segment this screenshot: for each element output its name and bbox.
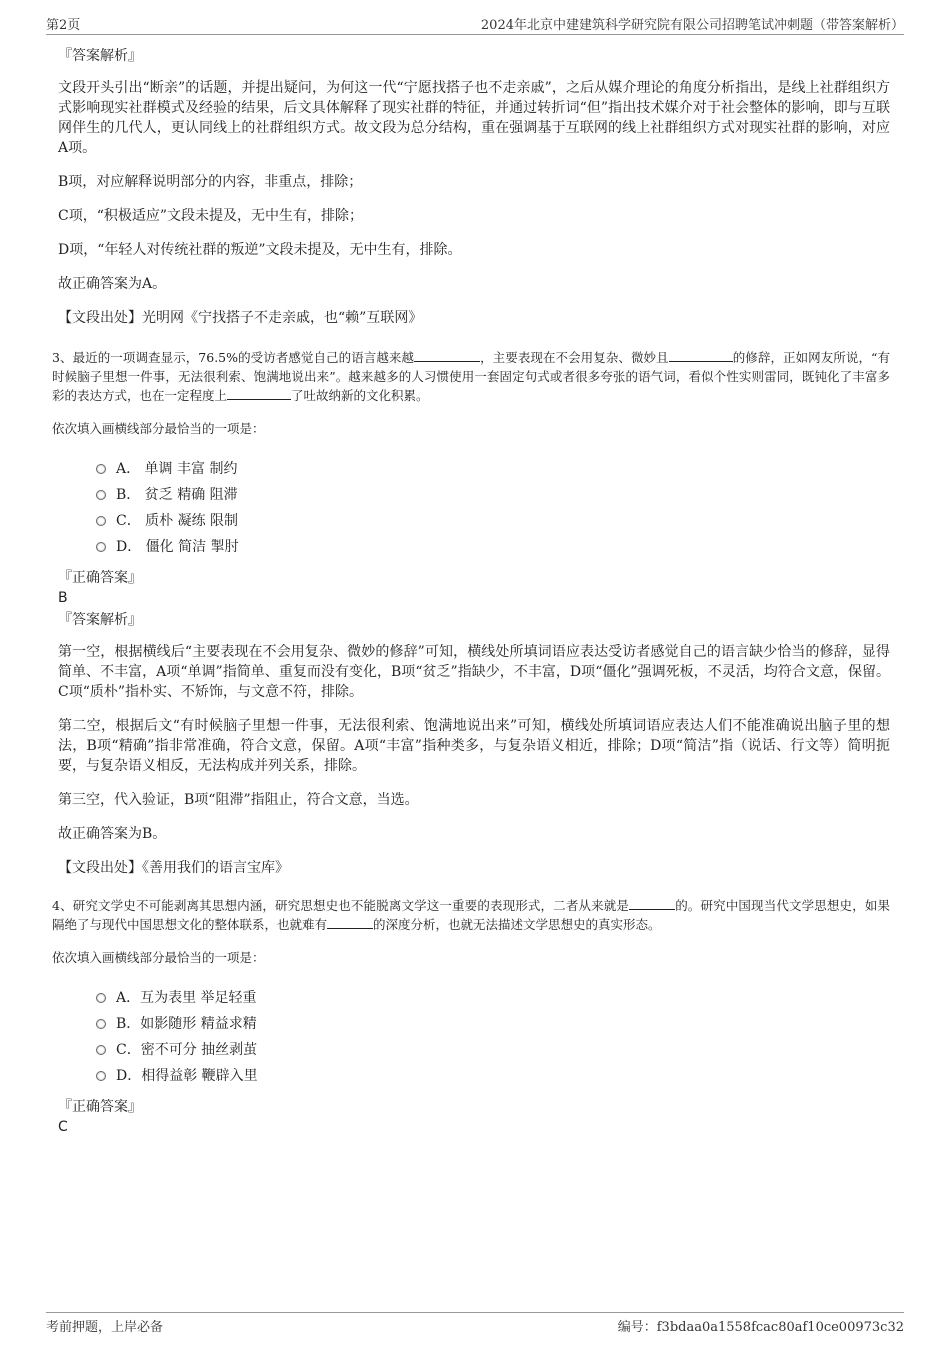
blank-line bbox=[227, 387, 291, 400]
option-b[interactable]: B． 贫乏 精确 阻滞 bbox=[96, 482, 890, 508]
analysis-paragraph: B项，对应解释说明部分的内容，非重点，排除； bbox=[58, 174, 363, 190]
radio-icon[interactable] bbox=[96, 464, 106, 474]
question-4-options bbox=[96, 985, 890, 1089]
answer-label: 『正确答案』 bbox=[58, 570, 142, 586]
correct-answer: B bbox=[58, 590, 68, 606]
radio-icon[interactable] bbox=[96, 1071, 106, 1081]
question-3-options bbox=[96, 456, 890, 560]
answer-label: 『正确答案』 bbox=[58, 1099, 142, 1115]
blank-line bbox=[414, 349, 480, 362]
option-c[interactable]: C． 质朴 凝练 限制 bbox=[96, 508, 890, 534]
blank-line bbox=[629, 897, 675, 910]
option-c[interactable]: C．密不可分 抽丝剥茧 bbox=[96, 1037, 890, 1063]
option-a[interactable]: A． 单调 丰富 制约 bbox=[96, 456, 890, 482]
question-4-stem: 4、研究文学史不可能剥离其思想内涵，研究思想史也不能脱离文学这一重要的表现形式，二者从来就是 的。研究中国现当代文学思想史，如果隔绝了与现代中国思想文化的整体联系，也就难有 的深度分析，也就无法描述文学思想史的真实形态。 bbox=[52, 898, 890, 932]
document-title: 2024年北京中建建筑科学研究院有限公司招聘笔试冲刺题（带答案解析） bbox=[480, 18, 904, 33]
analysis-paragraph: C项，“积极适应”文段未提及，无中生有，排除； bbox=[58, 208, 364, 224]
blank-line bbox=[327, 916, 373, 929]
analysis-paragraph: 文段开头引出“断亲”的话题，并提出疑问，为何这一代“宁愿找搭子也不走亲戚”，之后从媒介理论的角度分析指出，是线上社群组织方式影响现实社群模式及经验的结果，后文具体解释了现实社群的特征，并通过转折词“但”指出技术媒介对于社会整体的影响，即与互联网伴生的几代人，更认同线上的社群组织方式。故文段为总分结构，重在强调基于互联网的线上社群组织方式对现实社群的影响，对应A项。 bbox=[58, 80, 890, 156]
document-id: 编号：f3bdaa0a1558fcac80af10ce00973c32 bbox=[617, 1320, 904, 1335]
radio-icon[interactable] bbox=[96, 516, 106, 526]
radio-icon[interactable] bbox=[96, 993, 106, 1003]
question-3-prompt: 依次填入画横线部分最恰当的一项是： bbox=[52, 421, 265, 436]
analysis-conclusion: 故正确答案为B。 bbox=[58, 826, 167, 842]
analysis-paragraph: 第一空，根据横线后“主要表现在不会用复杂、微妙的修辞”可知，横线处所填词语应表达受访者感觉自己的语言缺少恰当的修辞，显得简单、不丰富，A项“单调”指简单、重复而没有变化，B项“贫乏”指缺少，不丰富，D项“僵化”强调死板，不灵活，均符合文意，保留。C项“质朴”指朴实、不矫饰，与文意不符，排除。 bbox=[58, 644, 890, 700]
analysis-label: 『答案解析』 bbox=[58, 48, 142, 64]
blank-line bbox=[669, 349, 733, 362]
option-b[interactable]: B．如影随形 精益求精 bbox=[96, 1011, 890, 1037]
radio-icon[interactable] bbox=[96, 542, 106, 552]
analysis-paragraph: 第三空，代入验证，B项“阻滞”指阻止，符合文意，当选。 bbox=[58, 792, 419, 808]
question-4-prompt: 依次填入画横线部分最恰当的一项是： bbox=[52, 950, 265, 965]
radio-icon[interactable] bbox=[96, 1019, 106, 1029]
footer-slogan: 考前押题，上岸必备 bbox=[46, 1320, 164, 1335]
analysis-paragraph: D项，“年轻人对传统社群的叛逆”文段未提及，无中生有，排除。 bbox=[58, 242, 462, 258]
page-content bbox=[52, 46, 890, 1139]
radio-icon[interactable] bbox=[96, 1045, 106, 1055]
analysis-conclusion: 故正确答案为A。 bbox=[58, 276, 167, 292]
analysis-paragraph: 第二空，根据后文“有时候脑子里想一件事，无法很利索、饱满地说出来”可知，横线处所填词语应表达人们不能准确说出脑子里的想法，B项“精确”指非常准确，符合文意，保留。A项“丰富”指种类多，与复杂语义相近，排除；D项“简洁”指（说话、行文等）简明扼要，与复杂语义相反，无法构成并列关系，排除。 bbox=[58, 718, 890, 774]
analysis-label: 『答案解析』 bbox=[58, 612, 142, 628]
question-3-stem: 3、最近的一项调查显示，76.5%的受访者感觉自己的语言越来越 ，主要表现在不会用复杂、微妙且 的修辞，正如网友所说，“有时候脑子里想一件事，无法很利索、饱满地说出来”。越来越多的人习惯使用一套固定句式或者很多夸张的语气词，看似个性实则雷同，既钝化了丰富多彩的表达方式，也在一定程度上 了吐故纳新的文化积累。 bbox=[52, 350, 890, 403]
page-number: 第2页 bbox=[46, 18, 81, 33]
radio-icon[interactable] bbox=[96, 490, 106, 500]
correct-answer: C bbox=[58, 1119, 68, 1135]
option-d[interactable]: D．相得益彰 鞭辟入里 bbox=[96, 1063, 890, 1089]
source-citation: 【文段出处】《善用我们的语言宝库》 bbox=[58, 860, 289, 876]
page-footer bbox=[46, 1312, 904, 1337]
page-header bbox=[46, 14, 904, 35]
source-citation: 【文段出处】光明网《宁找搭子不走亲戚，也“赖”互联网》 bbox=[58, 310, 423, 326]
option-a[interactable]: A．互为表里 举足轻重 bbox=[96, 985, 890, 1011]
option-d[interactable]: D． 僵化 简洁 掣肘 bbox=[96, 534, 890, 560]
